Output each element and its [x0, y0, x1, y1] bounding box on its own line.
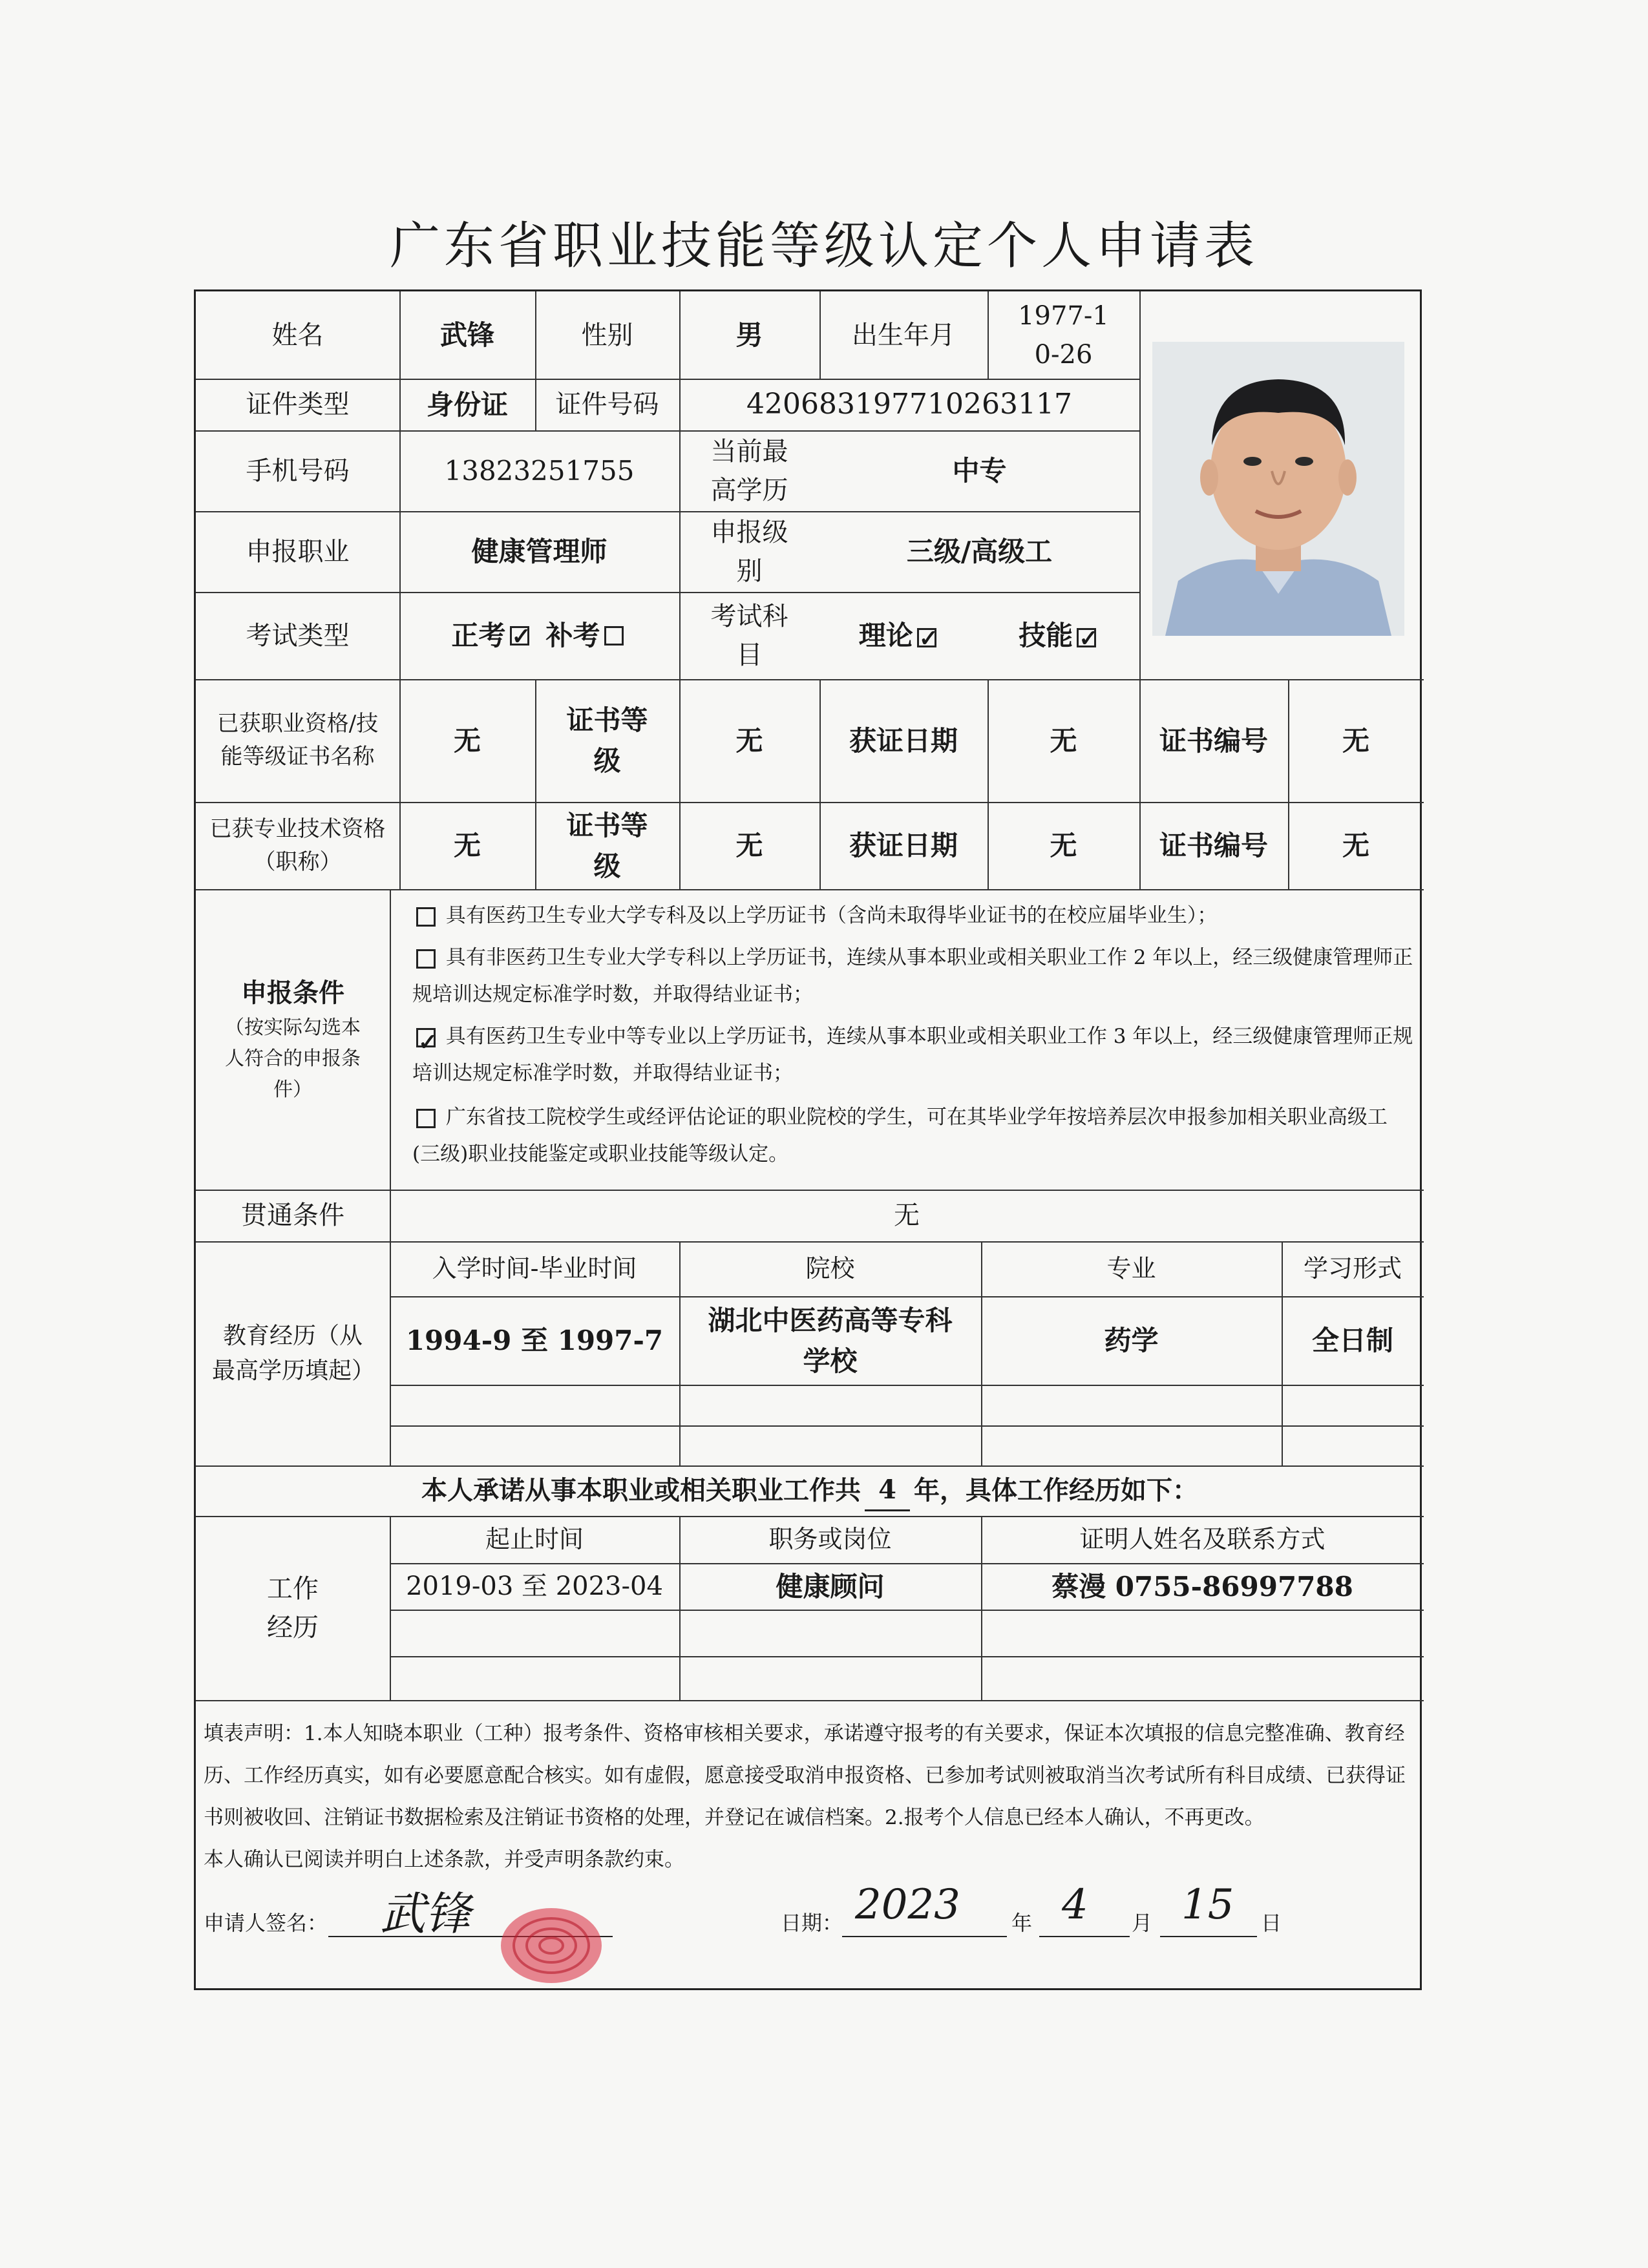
- qual-level-label: 证书等级: [566, 704, 648, 777]
- qual-date-label: 获证日期: [849, 724, 958, 757]
- exam-regular-checkbox[interactable]: [510, 626, 529, 646]
- qual-no-label: 证书编号: [1159, 724, 1268, 757]
- edu-label: 当前最高学历: [710, 436, 788, 505]
- conditions-label: 申报条件: [241, 977, 344, 1008]
- declaration-confirm: 本人确认已阅读并明白上述条款，并受声明条款约束。: [204, 1848, 684, 1871]
- name-value: 武锋: [439, 319, 494, 351]
- date-year: 2023: [855, 1881, 960, 1929]
- work-row-referee: 蔡漫 0755-86997788: [1051, 1570, 1353, 1602]
- condition-2-checkbox[interactable]: [416, 949, 436, 969]
- tech-level-value: 无: [735, 830, 763, 861]
- date-label: 日期：: [781, 1911, 843, 1935]
- edu-row-major: 药学: [1104, 1325, 1159, 1356]
- work-header-referee: 证明人姓名及联系方式: [1079, 1525, 1326, 1553]
- commitment-years: 4: [865, 1471, 910, 1511]
- work-header-period: 起止时间: [485, 1525, 584, 1553]
- date-day-unit: 日: [1261, 1911, 1282, 1935]
- exam-subject-label: 考试科目: [710, 601, 788, 670]
- id-no-label: 证件号码: [555, 390, 659, 419]
- tech-date-label: 获证日期: [849, 830, 958, 861]
- tech-level-label: 证书等级: [566, 809, 648, 882]
- exam-subject-options: [819, 592, 1139, 679]
- subject-theory-checkbox[interactable]: [917, 628, 936, 647]
- condition-3-text: 具有医药卫生专业中等专业以上学历证书，连续从事本职业或相关职业工作 3 年以上，经三级健康管理师正规培训达规定标准学时数，并取得结业证书；: [412, 1025, 1413, 1086]
- through-value: 无: [894, 1201, 920, 1230]
- name-label: 姓名: [271, 320, 324, 350]
- exam-regular-label: 正考: [451, 620, 506, 651]
- date-year-unit: 年: [1011, 1911, 1033, 1935]
- edu-value: 中专: [952, 455, 1007, 487]
- signature-name: 武锋: [380, 1887, 470, 1940]
- edu-row-period: 1994-9 至 1997-7: [405, 1325, 664, 1356]
- conditions-note: （按实际勾选本人符合的申报条件）: [225, 1016, 361, 1101]
- commitment-prefix: 本人承诺从事本职业或相关职业工作共: [421, 1475, 861, 1506]
- declaration-text: 填表声明：1.本人知晓本职业（工种）报考条件、资格审核相关要求，承诺遵守报考的有关要求，保证本次填报的信息完整准确、教育经历、工作经历真实，如有必要愿意配合核实。如有虚假，愿意接受取消申报资格、已参加考试则被取消当次考试所有科目成绩、已获得证书则被收回、注销证书数据检索及注销证书资格的处理，并登记在诚信档案。2.报考个人信息已经本人确认，不再更改。: [204, 1722, 1406, 1830]
- edu-row-mode: 全日制: [1311, 1325, 1393, 1356]
- phone-label: 手机号码: [246, 456, 350, 486]
- edu-header-school: 院校: [805, 1254, 855, 1283]
- condition-item: [412, 1099, 1414, 1173]
- edu-header-major: 专业: [1106, 1254, 1156, 1283]
- condition-4-checkbox[interactable]: [416, 1109, 436, 1128]
- subject-skill-label: 技能: [1019, 620, 1073, 651]
- id-type-label: 证件类型: [246, 390, 350, 419]
- edu-header-mode: 学习形式: [1303, 1254, 1402, 1283]
- work-row-position: 健康顾问: [776, 1570, 885, 1602]
- through-label: 贯通条件: [241, 1201, 344, 1230]
- fingerprint-stamp: [493, 1904, 609, 1988]
- applicant-photo: [1152, 342, 1404, 636]
- birth-label: 出生年月: [852, 320, 955, 350]
- exam-type-label: 考试类型: [246, 620, 350, 651]
- qual-level-value: 无: [735, 724, 763, 757]
- condition-2-text: 具有非医药卫生专业大学专科以上学历证书，连续从事本职业或相关职业工作 2 年以上，经三级健康管理师正规培训达规定标准学时数，并取得结业证书；: [412, 946, 1413, 1007]
- gender-label: 性别: [581, 320, 633, 350]
- date-month-unit: 月: [1132, 1911, 1153, 1935]
- work-row-period: 2019-03 至 2023-04: [406, 1571, 663, 1601]
- qual-cert-name: 无: [453, 724, 481, 757]
- phone-value: 13823251755: [444, 455, 635, 487]
- work-header-position: 职务或岗位: [768, 1525, 892, 1553]
- education-label: 教育经历（从最高学历填起）: [212, 1322, 375, 1384]
- commitment-suffix: 年，具体工作经历如下：: [914, 1475, 1198, 1506]
- qual-cert-label: 已获职业资格/技能等级证书名称: [217, 711, 379, 770]
- qual-no-value: 无: [1342, 724, 1369, 757]
- condition-1-text: 具有医药卫生专业大学专科及以上学历证书（含尚未取得毕业证书的在校应届毕业生）；: [445, 904, 1218, 927]
- tech-qual-label: 已获专业技术资格（职称）: [209, 815, 386, 875]
- conditions-label-cell: [196, 889, 390, 1190]
- tech-no-label: 证书编号: [1159, 830, 1268, 861]
- condition-4-text: 广东省技工院校学生或经评估论证的职业院校的学生，可在其毕业学年按培养层次申报参加相关职业高级工(三级)职业技能鉴定或职业技能等级认定。: [412, 1106, 1388, 1166]
- signature-label: 申请人签名：: [204, 1911, 328, 1935]
- date-month: 4: [1062, 1881, 1088, 1929]
- qual-date-value: 无: [1050, 724, 1077, 757]
- level-label: 申报级别: [710, 517, 788, 586]
- date-day: 15: [1181, 1881, 1234, 1929]
- edu-row-school: 湖北中医药高等专科学校: [708, 1304, 953, 1377]
- page-title: 广东省职业技能等级认定个人申请表: [389, 217, 1258, 275]
- birth-value: 1977-10-26: [1018, 300, 1109, 370]
- occupation-label: 申报职业: [246, 536, 350, 567]
- tech-qual-name: 无: [453, 830, 481, 861]
- condition-3-checkbox[interactable]: [416, 1028, 436, 1047]
- tech-no-value: 无: [1342, 830, 1369, 861]
- tech-date-value: 无: [1050, 830, 1077, 861]
- id-type-value: 身份证: [426, 388, 508, 421]
- gender-value: 男: [735, 319, 763, 351]
- id-no-value: 420683197710263117: [746, 388, 1072, 421]
- condition-item: [412, 1018, 1414, 1093]
- work-label: 工作经历: [267, 1573, 319, 1643]
- condition-item: [412, 898, 1414, 934]
- commitment-line: [196, 1465, 1424, 1516]
- occupation-value: 健康管理师: [471, 536, 607, 567]
- condition-1-checkbox[interactable]: [416, 907, 436, 927]
- edu-header-period: 入学时间-毕业时间: [432, 1254, 637, 1283]
- exam-makeup-checkbox[interactable]: [604, 626, 624, 646]
- exam-type-options: [399, 592, 679, 679]
- subject-skill-checkbox[interactable]: [1077, 628, 1096, 647]
- level-value: 三级/高级工: [906, 536, 1053, 567]
- exam-makeup-label: 补考: [545, 620, 600, 651]
- condition-item: [412, 940, 1414, 1014]
- subject-theory-label: 理论: [858, 620, 913, 651]
- application-form: [194, 289, 1422, 1990]
